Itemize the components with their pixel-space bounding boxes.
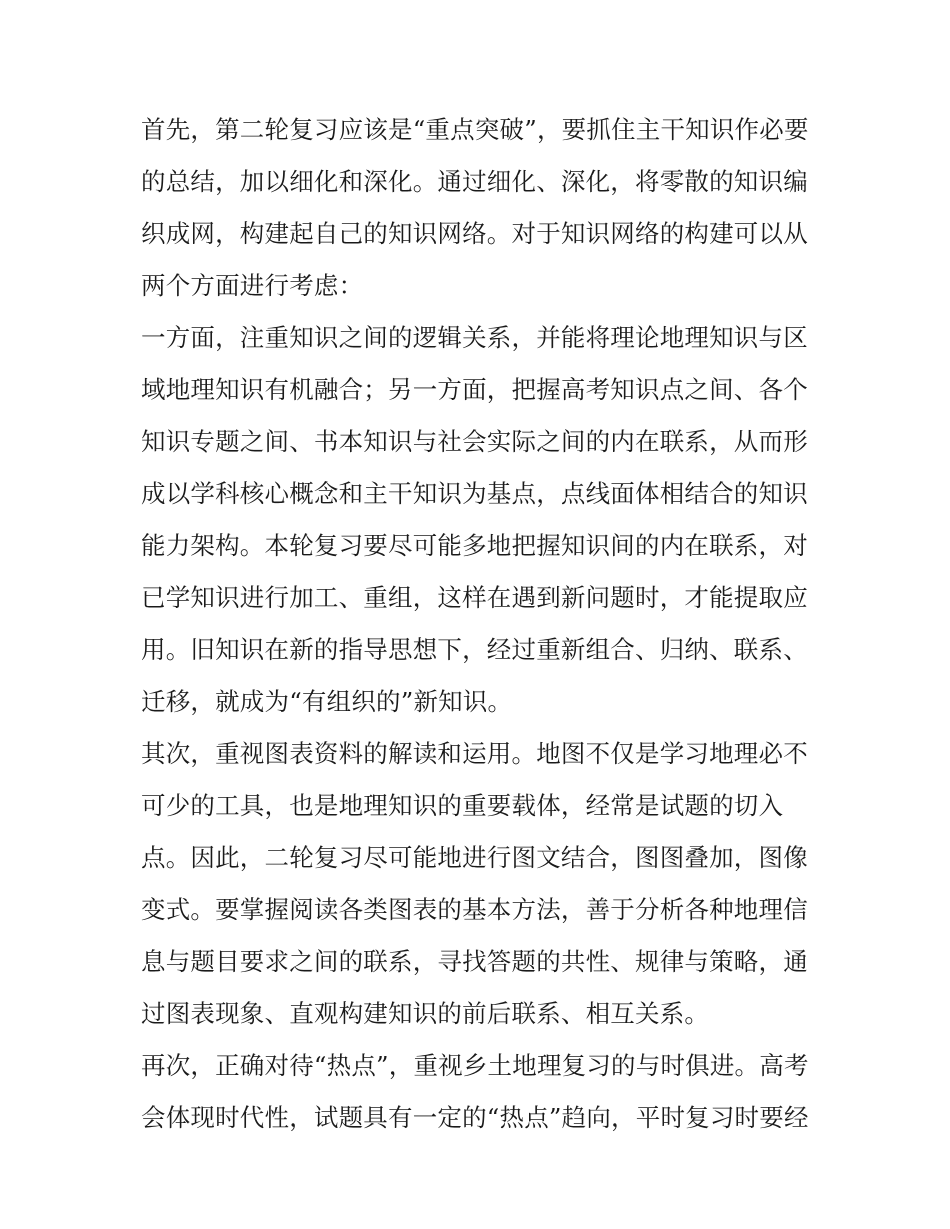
document-body-text (141, 104, 821, 1144)
text-line: 的总结，加以细化和深化。通过细化、深化，将零散的知识编 (141, 167, 808, 196)
text-line: 织成网，构建起自己的知识网络。对于知识网络的构建可以从 (141, 219, 808, 248)
text-line: 知识专题之间、书本知识与社会实际之间的内在联系，从而形 (141, 427, 808, 456)
text-line: 用。旧知识在新的指导思想下，经过重新组合、归纳、联系、 (141, 635, 808, 664)
text-line: 会体现时代性，试题具有一定的“热点”趋向，平时复习时要经 (141, 1103, 809, 1132)
text-line: 能力架构。本轮复习要尽可能多地把握知识间的内在联系，对 (141, 531, 808, 560)
text-line: 变式。要掌握阅读各类图表的基本方法，善于分析各种地理信 (141, 895, 808, 924)
text-line: 两个方面进行考虑： (141, 271, 364, 300)
text-line: 其次，重视图表资料的解读和运用。地图不仅是学习地理必不 (141, 739, 808, 768)
text-line: 一方面，注重知识之间的逻辑关系，并能将理论地理知识与区 (141, 323, 808, 352)
text-line: 成以学科核心概念和主干知识为基点，点线面体相结合的知识 (141, 479, 808, 508)
text-line: 已学知识进行加工、重组，这样在遇到新问题时，才能提取应 (141, 583, 808, 612)
text-line: 可少的工具，也是地理知识的重要载体，经常是试题的切入 (141, 791, 784, 820)
text-line: 点。因此，二轮复习尽可能地进行图文结合，图图叠加，图像 (141, 843, 808, 872)
text-line: 再次，正确对待“热点”，重视乡土地理复习的与时俱进。高考 (141, 1051, 809, 1080)
text-line: 首先，第二轮复习应该是“重点突破”，要抓住主干知识作必要 (141, 115, 809, 144)
text-line: 息与题目要求之间的联系，寻找答题的共性、规律与策略，通 (141, 947, 808, 976)
text-line: 过图表现象、直观构建知识的前后联系、相互关系。 (141, 999, 710, 1028)
text-line: 迁移，就成为“有组织的”新知识。 (141, 687, 513, 716)
text-line: 域地理知识有机融合；另一方面，把握高考知识点之间、各个 (141, 375, 808, 404)
